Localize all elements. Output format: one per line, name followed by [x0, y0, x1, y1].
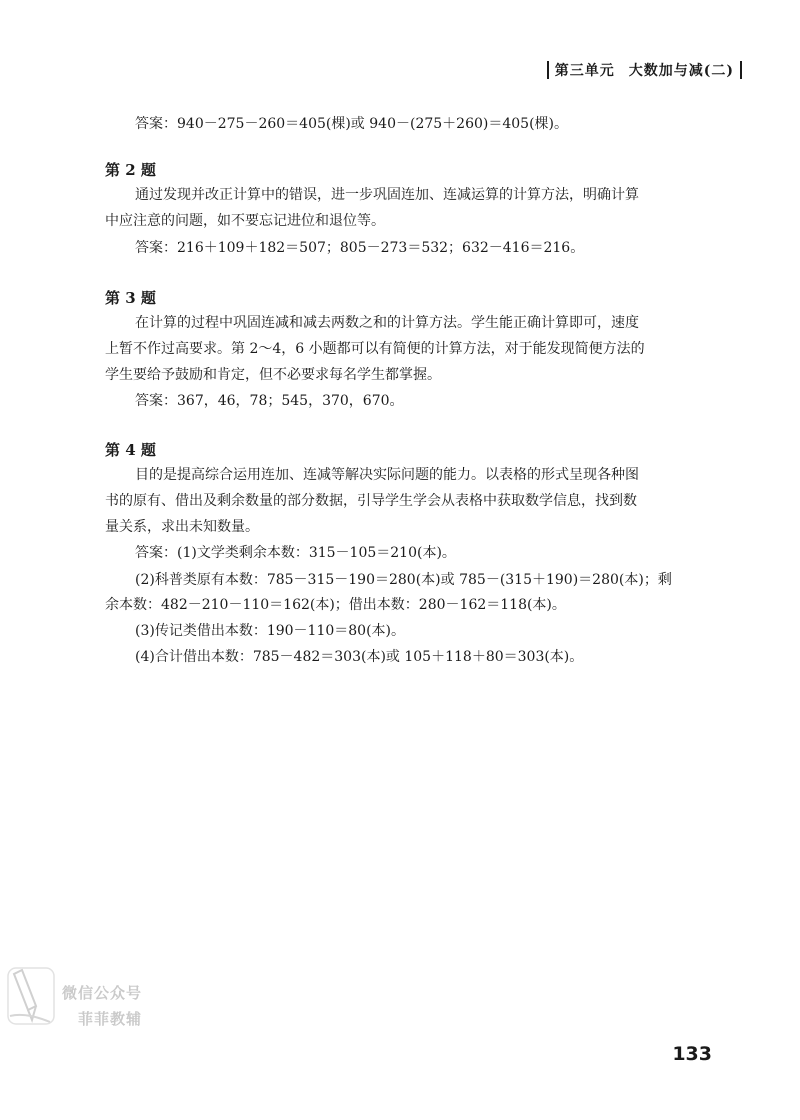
- watermark-line1: 微信公众号: [62, 984, 143, 1002]
- answer-line: 答案：(1)文学类剩余本数：315－105＝210(本)。: [135, 545, 456, 561]
- answer-line: (4)合计借出本数：785－482＝303(本)或 105＋118＋80＝303(本)。: [135, 649, 584, 665]
- answer-line: 答案：940－275－260＝405(棵)或 940－(275＋260)＝405(棵)。: [135, 116, 568, 132]
- paragraph-line: 量关系，求出未知数量。: [105, 519, 259, 535]
- paragraph-line: 书的原有、借出及剩余数量的部分数据，引导学生学会从表格中获取数学信息，找到数: [105, 493, 637, 509]
- paragraph-line: 目的是提高综合运用连加、连减等解决实际问题的能力。以表格的形式呈现各种图: [135, 467, 639, 483]
- paragraph-line: 通过发现并改正计算中的错误，进一步巩固连加、连减运算的计算方法，明确计算: [135, 187, 639, 203]
- paragraph-line: 在计算的过程中巩固连减和减去两数之和的计算方法。学生能正确计算即可，速度: [135, 315, 639, 331]
- pen-icon: [6, 966, 56, 1026]
- answer-line: (3)传记类借出本数：190－110＝80(本)。: [135, 623, 406, 639]
- answer-line: 答案：367，46，78；545，370，670。: [135, 393, 404, 409]
- answer-line: (2)科普类原有本数：785－315－190＝280(本)或 785－(315＋190)＝280(本)；剩: [135, 572, 672, 588]
- paragraph-line: 中应注意的问题，如不要忘记进位和退位等。: [105, 213, 385, 229]
- header-unit: 第三单元: [554, 63, 615, 79]
- page-number: 133: [672, 1043, 712, 1065]
- paragraph-line: 学生要给予鼓励和肯定，但不必要求每名学生都掌握。: [105, 367, 441, 383]
- paragraph-line: 上暂不作过高要求。第 2～4，6 小题都可以有简便的计算方法，对于能发现简便方法的: [105, 341, 645, 357]
- header-left-bar: [547, 61, 549, 79]
- answer-line: 余本数：482－210－110＝162(本)；借出本数：280－162＝118(本)。: [105, 597, 566, 613]
- answer-line: 答案：216＋109＋182＝507；805－273＝532；632－416＝216。: [135, 240, 585, 256]
- section-title: 第 4 题: [105, 441, 156, 459]
- header-title: 大数加与减(二): [628, 63, 734, 79]
- header-right-bar: [740, 61, 742, 79]
- section-title: 第 2 题: [105, 161, 156, 179]
- running-header: [541, 58, 748, 82]
- section-title: 第 3 题: [105, 289, 156, 307]
- watermark-line2: 菲菲教辅: [78, 1010, 143, 1028]
- watermark: [0, 960, 155, 1050]
